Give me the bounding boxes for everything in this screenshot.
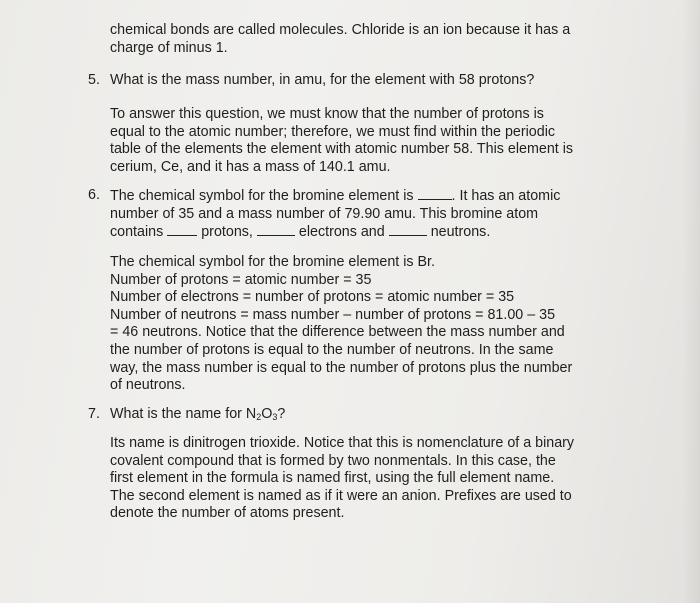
question-7-text	[110, 406, 598, 424]
answer-5-line: table of the elements the element with atomic number 58. This element is	[110, 141, 574, 158]
answer-7-line: The second element is named as if it were an anion. Prefixes are used to	[110, 487, 572, 504]
question-6-line-3d: neutrons.	[430, 224, 491, 241]
answer-6-line: Number of electrons = number of protons = atomic number = 35	[110, 289, 515, 306]
answer-6-line: the number of protons is equal to the number of neutrons. In the same	[110, 341, 554, 358]
question-6	[88, 187, 598, 242]
answer-7-line: first element in the formula is named first, using the full element name.	[110, 470, 555, 487]
question-6-line-3b: protons,	[201, 224, 253, 241]
question-7-prefix: What is the name for N	[110, 406, 257, 422]
question-5-number: 5.	[88, 72, 100, 88]
answer-6-line: of neutrons.	[110, 377, 186, 394]
question-5	[88, 72, 598, 90]
question-7-number: 7.	[88, 406, 100, 422]
neutrons-blank[interactable]	[389, 223, 427, 236]
answer-5-line: To answer this question, we must know that the number of protons is	[110, 106, 544, 122]
answer-6-line: = 46 neutrons. Notice that the difference between the mass number and	[110, 324, 565, 341]
question-7	[88, 406, 598, 424]
protons-blank[interactable]	[167, 223, 197, 236]
intro-paragraph	[110, 22, 595, 57]
electrons-blank[interactable]	[257, 223, 295, 236]
question-6-line-1b: . It has an atomic	[451, 188, 561, 204]
answer-5-line: equal to the atomic number; therefore, we must find within the periodic	[110, 123, 556, 140]
question-7-subscript-1: 2	[256, 412, 262, 422]
question-6-number: 6.	[88, 187, 100, 203]
answer-5	[110, 106, 595, 176]
question-7-subscript-2: 3	[272, 412, 278, 422]
question-7-suffix: ?	[277, 406, 286, 422]
question-5-text: What is the mass number, in amu, for the element with 58 protons?	[110, 72, 535, 88]
intro-line-2: charge of minus 1.	[110, 39, 228, 56]
answer-6-line: Number of neutrons = mass number – number of protons = 81.00 – 35	[110, 306, 556, 323]
symbol-blank[interactable]	[418, 187, 452, 200]
page-edge-shadow	[682, 0, 700, 603]
answer-6-line: way, the mass number is equal to the number of protons plus the number	[110, 359, 573, 376]
answer-7-line: Its name is dinitrogen trioxide. Notice that this is nomenclature of a binary	[110, 435, 575, 451]
question-6-line-3a: contains	[110, 224, 164, 241]
answer-6-line: The chemical symbol for the bromine element is Br.	[110, 254, 435, 270]
answer-7-line: covalent compound that is formed by two nonmentals. In this case, the	[110, 452, 556, 469]
answer-6-line: Number of protons = atomic number = 35	[110, 271, 372, 288]
question-6-line-3c: electrons and	[298, 224, 385, 241]
intro-line-1: chemical bonds are called molecules. Chloride is an ion because it has a	[110, 22, 571, 38]
question-6-line-1a: The chemical symbol for the bromine element is	[110, 188, 414, 204]
answer-5-line: cerium, Ce, and it has a mass of 140.1 amu.	[110, 158, 391, 175]
question-6-line-2: number of 35 and a mass number of 79.90 amu. This bromine atom	[110, 205, 539, 222]
question-6-text	[110, 187, 598, 242]
answer-6	[110, 254, 595, 395]
answer-7-line: denote the number of atoms present.	[110, 505, 345, 522]
answer-7	[110, 435, 595, 523]
question-7-oxygen: O	[261, 406, 273, 422]
